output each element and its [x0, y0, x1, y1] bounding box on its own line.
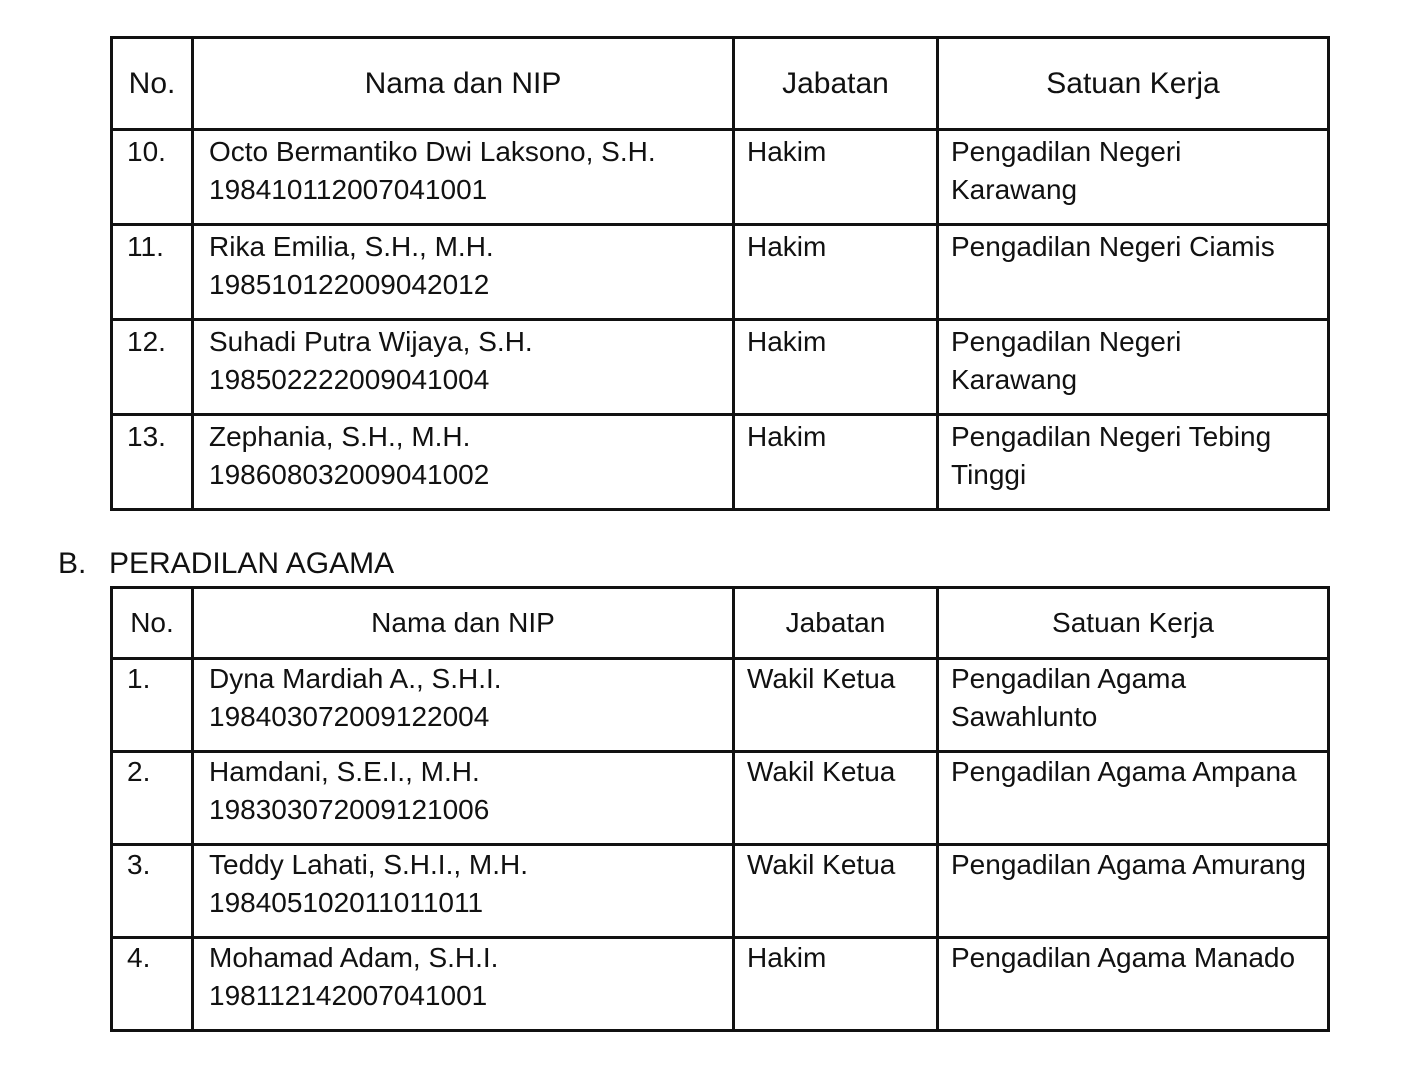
name-nip-cell: [193, 415, 734, 510]
satuan-kerja-cell: [938, 659, 1329, 752]
satuan-kerja-text: Pengadilan Agama Manado: [951, 942, 1296, 973]
jabatan-cell: Hakim: [734, 320, 938, 415]
table-row: [112, 659, 1329, 752]
name-nip-cell: [193, 845, 734, 938]
person-name: Zephania, S.H., M.H.: [209, 421, 471, 452]
name-nip-cell: [193, 659, 734, 752]
satuan-kerja-cell: [938, 130, 1329, 225]
person-name: Suhadi Putra Wijaya, S.H.: [209, 326, 533, 357]
person-name: Mohamad Adam, S.H.I.: [209, 942, 499, 973]
person-name: Teddy Lahati, S.H.I., M.H.: [209, 849, 529, 880]
jabatan-cell: Wakil Ketua: [734, 659, 938, 752]
table-header-row: [112, 38, 1329, 130]
jabatan-cell: Hakim: [734, 415, 938, 510]
table-row: [112, 752, 1329, 845]
jabatan-cell: Hakim: [734, 938, 938, 1031]
table-row: [112, 225, 1329, 320]
satuan-kerja-text: Pengadilan Negeri Karawang: [951, 136, 1182, 205]
person-name: Hamdani, S.E.I., M.H.: [209, 756, 480, 787]
row-number: 2.: [112, 752, 193, 845]
satuan-kerja-cell: [938, 225, 1329, 320]
table-peradilan-umum: [110, 36, 1330, 511]
table-row: [112, 320, 1329, 415]
table-row: [112, 415, 1329, 510]
person-nip: 198405102011011011: [209, 887, 484, 918]
table-header-row: [112, 588, 1329, 659]
jabatan-cell: Hakim: [734, 130, 938, 225]
satuan-kerja-cell: [938, 845, 1329, 938]
header-no: No.: [112, 38, 193, 130]
satuan-kerja-text: Pengadilan Negeri Tebing Tinggi: [951, 421, 1272, 490]
person-nip: 198410112007041001: [209, 174, 488, 205]
person-nip: 198510122009042012: [209, 269, 490, 300]
person-nip: 198112142007041001: [209, 980, 488, 1011]
section-letter: B.: [58, 547, 87, 580]
jabatan-cell: Wakil Ketua: [734, 845, 938, 938]
row-number: 1.: [112, 659, 193, 752]
row-number: 13.: [112, 415, 193, 510]
name-nip-cell: [193, 130, 734, 225]
section-heading-peradilan-agama: [58, 544, 394, 584]
header-jabatan: Jabatan: [734, 38, 938, 130]
satuan-kerja-cell: [938, 415, 1329, 510]
header-nama-nip: Nama dan NIP: [193, 588, 734, 659]
table-row: [112, 130, 1329, 225]
person-nip: 198403072009122004: [209, 701, 490, 732]
satuan-kerja-text: Pengadilan Agama Sawahlunto: [951, 663, 1187, 732]
header-nama-nip: Nama dan NIP: [193, 38, 734, 130]
person-name: Rika Emilia, S.H., M.H.: [209, 231, 494, 262]
name-nip-cell: [193, 938, 734, 1031]
name-nip-cell: [193, 320, 734, 415]
section-title: PERADILAN AGAMA: [109, 547, 395, 580]
header-jabatan: Jabatan: [734, 588, 938, 659]
header-satuan-kerja: Satuan Kerja: [938, 38, 1329, 130]
person-nip: 198608032009041002: [209, 459, 490, 490]
row-number: 11.: [112, 225, 193, 320]
header-satuan-kerja: Satuan Kerja: [938, 588, 1329, 659]
person-name: Octo Bermantiko Dwi Laksono, S.H.: [209, 136, 656, 167]
satuan-kerja-text: Pengadilan Agama Ampana: [951, 756, 1297, 787]
person-nip: 198303072009121006: [209, 794, 490, 825]
row-number: 12.: [112, 320, 193, 415]
row-number: 3.: [112, 845, 193, 938]
satuan-kerja-text: Pengadilan Negeri Ciamis: [951, 231, 1275, 262]
table-peradilan-agama: [110, 586, 1330, 1032]
row-number: 4.: [112, 938, 193, 1031]
header-no: No.: [112, 588, 193, 659]
satuan-kerja-text: Pengadilan Agama Amurang: [951, 849, 1306, 880]
name-nip-cell: [193, 225, 734, 320]
name-nip-cell: [193, 752, 734, 845]
table-row: [112, 938, 1329, 1031]
row-number: 10.: [112, 130, 193, 225]
person-nip: 198502222009041004: [209, 364, 490, 395]
jabatan-cell: Hakim: [734, 225, 938, 320]
satuan-kerja-cell: [938, 320, 1329, 415]
jabatan-cell: Wakil Ketua: [734, 752, 938, 845]
table-row: [112, 845, 1329, 938]
satuan-kerja-cell: [938, 752, 1329, 845]
person-name: Dyna Mardiah A., S.H.I.: [209, 663, 502, 694]
satuan-kerja-cell: [938, 938, 1329, 1031]
satuan-kerja-text: Pengadilan Negeri Karawang: [951, 326, 1182, 395]
